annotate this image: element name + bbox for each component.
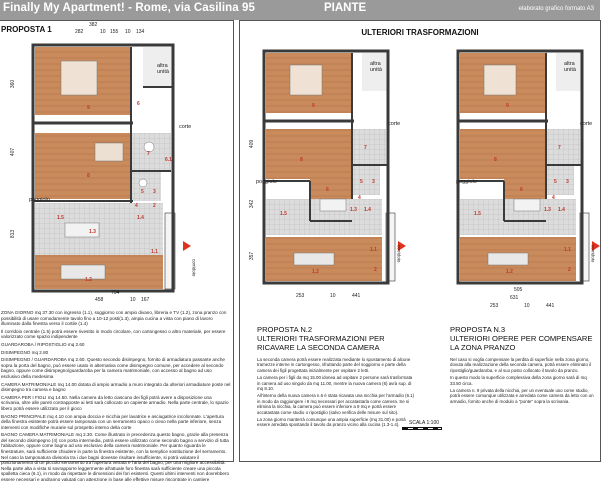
plan2-dim-left-3: 357 <box>249 251 256 261</box>
svg-text:1.4: 1.4 <box>364 207 371 213</box>
plan3-label-poggiolo: poggiolo <box>456 179 477 185</box>
floor-plan-proposal-3 <box>454 49 604 285</box>
svg-text:4: 4 <box>135 203 138 209</box>
proposal-2-heading <box>257 326 385 352</box>
proposal-2-heading-line-1: PROPOSTA N.2 <box>257 325 313 334</box>
document-title: Finally My Apartment! - Rome, via Casilina 95 <box>3 2 256 14</box>
svg-text:8: 8 <box>87 173 90 179</box>
scale-label: SCALA 1:100 <box>409 420 440 426</box>
svg-text:3: 3 <box>153 189 156 195</box>
svg-text:7: 7 <box>147 151 150 157</box>
svg-text:6: 6 <box>137 101 140 107</box>
svg-text:1.2: 1.2 <box>85 277 92 283</box>
plan3-dim-bottom-3: 441 <box>546 303 555 309</box>
svg-text:1.1: 1.1 <box>370 247 377 253</box>
desc-item-1: ZONA GIORNO mq 37.30 con ingresso (1.1), soggiorno con ampio divano, libreria e TV (1.2), zona pranzo con possibilità di usare comodamente tavolo fino a 10-12 posti(1.3), ampia cucina a vista con piano di lavoro illuminato dalla finestra verso il cortile (1.4) <box>1 310 227 327</box>
svg-text:8: 8 <box>300 157 303 163</box>
svg-text:4: 4 <box>552 195 555 201</box>
svg-text:4: 4 <box>358 195 361 201</box>
title-bar <box>0 0 600 20</box>
plan3-label-altra-unita: altra unità <box>564 61 576 73</box>
svg-text:2: 2 <box>374 267 377 273</box>
proposal-2-heading-line-3: RICAVARE LA SECONDA CAMERA <box>257 342 380 352</box>
plan3-dim-bottom-total: 505 <box>514 287 523 293</box>
svg-text:1.3: 1.3 <box>544 207 551 213</box>
dim-bottom-3: 167 <box>141 297 150 303</box>
svg-text:1.2: 1.2 <box>312 269 319 275</box>
svg-text:5: 5 <box>141 189 144 195</box>
svg-text:3: 3 <box>566 179 569 185</box>
svg-text:7: 7 <box>364 145 367 151</box>
format-note: elaborato grafico formato A3 <box>518 6 594 12</box>
plan2-dim-bottom-2: 10 <box>330 293 336 299</box>
svg-text:1.3: 1.3 <box>350 207 357 213</box>
svg-text:5: 5 <box>360 179 363 185</box>
svg-text:3: 3 <box>372 179 375 185</box>
p3-text-3: La camera n. 9 privata della nicchia, per un eventuale uso come studio, potrà essere comunque utilizzata e arredata come camera da letto con un armadio, fornito anche di modulo a "ponte" sopra la scrivania. <box>450 388 594 404</box>
plan3-dim-bottom-2: 10 <box>524 303 530 309</box>
svg-text:1.5: 1.5 <box>57 215 64 221</box>
plan2-dim-left-2: 342 <box>249 199 256 209</box>
plan2-dim-left-1: 409 <box>249 139 256 149</box>
svg-text:2: 2 <box>568 267 571 273</box>
proposal-3-heading <box>450 326 592 352</box>
svg-text:1.2: 1.2 <box>506 269 513 275</box>
plan2-label-altra-unita: altra unità <box>370 61 382 73</box>
dim-bottom-2: 10 <box>130 297 136 303</box>
desc-item-7: CAMERA PER I FIGLI mq 14.50. Nella camera da letto ciascuno dei figli potrà avere a disposizione una scrivania, oltre alle pareti contrapposte ai letti sarà collocato un capiente armadio. Nella parte centrale, lo spazio libero potrà essere utilizzato per il gioco <box>1 394 229 411</box>
dim-top-5: 134 <box>136 29 145 35</box>
plan2-label-poggiolo: poggiolo <box>256 179 277 185</box>
svg-text:8: 8 <box>494 157 497 163</box>
plan3-dim-bottom-1: 253 <box>490 303 499 309</box>
plan3-label-corte: corte <box>580 121 593 127</box>
svg-text:1.4: 1.4 <box>558 207 565 213</box>
label-poggiolo: poggiolo <box>29 197 50 203</box>
p2-text-4: La zona giorno manterrà comunque una ampia superficie (mq 31.00) e potrà essere arredata spostando il tavolo da pranzo vicino alla cucina (1.3-1.4). <box>257 417 406 428</box>
dim-left-2: 407 <box>10 147 17 157</box>
label-altra-unita: altra unità <box>157 63 169 75</box>
label-corridoio: corridoio <box>191 258 197 277</box>
dim-left-3: 813 <box>10 229 17 239</box>
svg-text:6: 6 <box>326 187 329 193</box>
svg-text:1.1: 1.1 <box>564 247 571 253</box>
plan3-dim-bottom-a: 631 <box>510 295 519 301</box>
svg-text:6: 6 <box>520 187 523 193</box>
desc-item-4: DISIMPEGNO mq 2.80 <box>1 349 49 355</box>
plan2-dim-bottom-1: 253 <box>296 293 305 299</box>
dim-bottom-total: 704 <box>111 290 120 296</box>
proposal-3-heading-line-3: LA ZONA PRANZO <box>450 342 516 352</box>
dim-bottom-1: 458 <box>95 297 104 303</box>
plan2-dim-bottom-3: 441 <box>352 293 361 299</box>
svg-text:9: 9 <box>87 105 90 111</box>
desc-item-2: Il corridoio centrale (1.5) potrà essere rivestito in modo circolare, con cartongesso o altro materiale, per essere valorizzato come spazio indipendente <box>1 328 226 340</box>
floor-plan-proposal-2 <box>260 49 410 285</box>
svg-text:1.4: 1.4 <box>137 215 144 221</box>
plan2-label-corte: corte <box>388 121 401 127</box>
dim-top-1: 282 <box>75 29 84 35</box>
desc-item-6: CAMERA MATRIMONIALE mq 14.00 dotata di ampio armadio a muro integrato da ulteriori armadiature poste nel disimpegno tra camera e bagno <box>1 381 231 393</box>
svg-text:1.3: 1.3 <box>89 229 96 235</box>
p3-text-2: In questo modo la superficie complessiva della zona giorno sarà di mq 33.50 circa. <box>450 375 587 386</box>
proposal-1-title: PROPOSTA 1 <box>1 25 52 34</box>
further-transformations-title: ULTERIORI TRASFORMAZIONI <box>361 28 479 37</box>
svg-text:1.5: 1.5 <box>474 211 481 217</box>
p2-text-1: La seconda camera potrà essere realizzata mediante lo spostamento di alcune tramezze interne in cartongesso, sfruttando parte del soggiorno e parte della camera dei figli progettata inizialmente per ospitare 2 letti. <box>257 357 411 373</box>
dim-top-4: 10 <box>125 29 131 35</box>
svg-text:6.1: 6.1 <box>165 157 172 163</box>
plan2-label-corridoio: corridoio <box>396 244 402 263</box>
svg-text:9: 9 <box>312 103 315 109</box>
p2-text-3: All'interno della nuova camera n.6 è stata ricavata una nicchia per l'armadio (6.1) in modo da raggiungere i 9 mq necessari per accatastarla come camera. Se si elimina la nicchia, la camera può essere inferiore a 9 mq e potrà essere accatastata come studio o ripostiglio (salvo verifica delle misure sul sito). <box>257 393 415 415</box>
section-title: PIANTE <box>324 2 367 14</box>
proposal-3-description <box>450 357 596 427</box>
floor-plan-proposal-1 <box>25 43 195 293</box>
proposal-3-heading-line-1: PROPOSTA N.3 <box>450 325 506 334</box>
svg-text:9: 9 <box>506 103 509 109</box>
svg-text:2: 2 <box>153 203 156 209</box>
proposal-2-description <box>257 357 415 457</box>
proposal-2-heading-line-2: ULTERIORI TRASFORMAZIONI PER <box>257 333 385 343</box>
dim-top-3: 155 <box>110 29 119 35</box>
scale-bar <box>402 427 442 430</box>
p3-text-1: Nel caso si voglia compensare la perdita di superficie nella zona giorno, dovuta alla realizzazione della seconda camera, potrà essere eliminato il ripostiglio/guardaroba, e al suo posto collocato il tavolo da pranzo. <box>450 357 592 373</box>
plan3-label-corridoio: corridoio <box>590 244 596 263</box>
desc-item-3: GUARDAROBA / RIPOSTIGLIO mq 2.60 <box>1 341 85 347</box>
svg-text:1.5: 1.5 <box>280 211 287 217</box>
desc-item-9: BAGNO CAMERA MATRIMONIALE mq 2.30. Come illustrato in precedenza questo bagno, grazie alla presenza del secondo disimpegno (4) con porta intermedia, potrà essere utilizzato come secondo bagno a servizio di tutta l'abitazione, oppure come bagno ad uso esclusivo della camera matrimoniale. Per quanto riguarda le finestrature, sarà sufficiente chiudere in parte la finestra esistente, con la semplice sostituzione del serramento. Nel caso la tamponatura divisoria tra i due bagni dovesse risultare insufficiente, si potrà valutare il posizionamento di un piccolo serramento tra l'apertura vetrata e l'aria del bagno, per una migliore accessibilità. Nella parte alta a vista si sovrapporre leggermente all'attuale foro finestra sarà sufficiente creare una piccola spalletta cieca (6.1), in modo da rispettare le dimensioni dei fori esistenti. Questi ultimi interventi non dovrebbero essere necessari e andranno valutati con attenzione in base alle effettive misure riscontrate in cantiere <box>1 432 230 483</box>
further-transformations-sheet <box>239 20 601 462</box>
proposal-3-heading-line-2: ULTERIORI OPERE PER COMPENSARE <box>450 333 593 343</box>
svg-text:7: 7 <box>558 145 561 151</box>
proposal-1-description <box>1 310 231 483</box>
label-corte: corte <box>179 124 192 130</box>
dim-top-2: 10 <box>100 29 106 35</box>
p2-text-2: La camera per i figli da mq 15.00 idonea ad ospitare 2 persone sarà trasformata in camera ad uso singolo da mq 11.00, mentre la nuova camera (6) avrà sup. di mq 8.10. <box>257 375 413 392</box>
svg-text:1.1: 1.1 <box>151 249 158 255</box>
desc-item-8: BAGNO PRINCIPALE mq 4.10 con ampia doccia e nicchia per lavatrice e asciugatrice incolonnate. L'apertura della finestra esistente potrà essere tamponata con un serramento opaco o ciexo nella parte inferiore, senza interventi con modifiche murarie sul prospetto interno della corte <box>1 413 224 430</box>
svg-text:5: 5 <box>554 179 557 185</box>
proposal-1-sheet <box>0 20 234 483</box>
desc-item-5: DISIMPEGNO / GUARDAROBA mq 2.60. Questo secondo disimpegno, fornito di armadiatura passante anche sopra la porta del bagno, può essere usato in alternativa come disimpegno comune, per accedere al secondo bagno, oppure come disimpegno/guardaroba per la camera matrimoniale, con accesso al bagno ad uso esclusivo della medesima <box>1 357 225 379</box>
dim-left-1: 360 <box>10 79 17 89</box>
dim-top-total: 382 <box>89 22 98 28</box>
